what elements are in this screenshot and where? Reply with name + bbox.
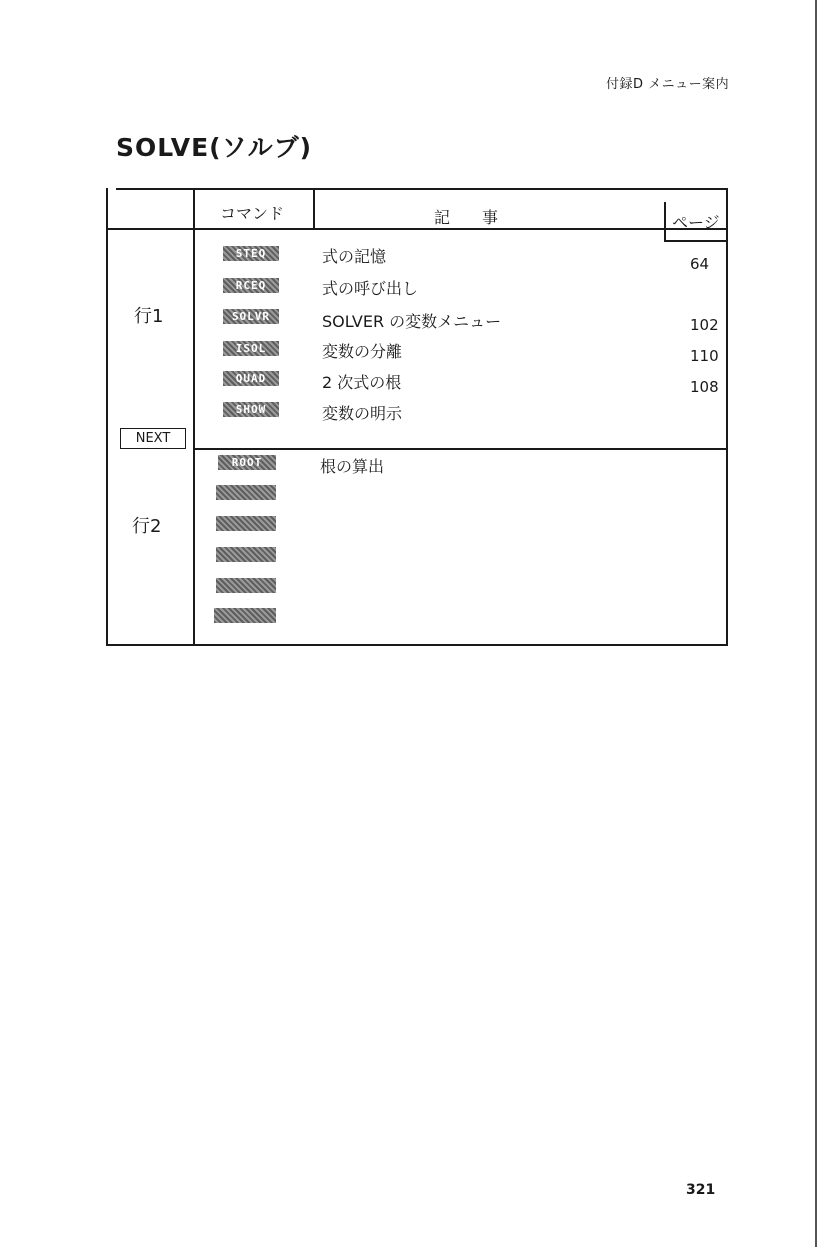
column-divider-article [313, 188, 315, 228]
page-ref-quad: 108 [690, 378, 719, 396]
next-key[interactable]: NEXT [120, 428, 186, 449]
table-border-right [726, 188, 728, 646]
page-ref-solvr: 102 [690, 316, 719, 334]
desc-root: 根の算出 [320, 457, 385, 476]
softkey-steq[interactable]: STEQ [223, 246, 279, 261]
header-command: コマンド [220, 204, 285, 223]
column-divider-command [193, 188, 195, 646]
softkey-blank-2[interactable] [216, 485, 276, 500]
softkey-rceq[interactable]: RCEQ [223, 278, 279, 293]
desc-solvr: SOLVER の変数メニュー [322, 312, 502, 331]
menu-table [106, 188, 728, 646]
page-ref-steq: 64 [690, 255, 710, 273]
softkey-solvr[interactable]: SOLVR [223, 309, 279, 324]
softkey-quad[interactable]: QUAD [223, 371, 279, 386]
page-ref-isol: 110 [690, 347, 719, 365]
running-header: 付録D メニュー案内 [606, 77, 730, 92]
desc-steq: 式の記憶 [322, 247, 387, 266]
table-border-left [106, 188, 108, 646]
page-title: SOLVE(ソルブ) [116, 133, 313, 162]
desc-quad: 2 次式の根 [322, 373, 402, 392]
page-header-box-left [664, 202, 666, 240]
header-page: ページ [672, 213, 720, 232]
page-edge-line [815, 0, 817, 1247]
header-article: 記 事 [434, 208, 499, 227]
header-divider [106, 228, 728, 230]
softkey-blank-3[interactable] [216, 516, 276, 531]
softkey-isol[interactable]: ISOL [223, 341, 279, 356]
softkey-blank-6[interactable] [214, 608, 276, 623]
desc-show: 変数の明示 [322, 404, 403, 423]
row1-label: 行1 [134, 306, 164, 327]
page-number: 321 [686, 1182, 716, 1198]
desc-rceq: 式の呼び出し [322, 279, 419, 298]
softkey-blank-5[interactable] [216, 578, 276, 593]
softkey-show[interactable]: SHOW [223, 402, 279, 417]
row-divider [193, 448, 728, 450]
desc-isol: 変数の分離 [322, 342, 403, 361]
table-border-top [116, 188, 728, 190]
row2-label: 行2 [132, 516, 162, 537]
softkey-root[interactable]: ROOT [218, 455, 276, 470]
table-border-bottom [106, 644, 728, 646]
page-header-box-bottom [664, 240, 728, 242]
softkey-blank-4[interactable] [216, 547, 276, 562]
